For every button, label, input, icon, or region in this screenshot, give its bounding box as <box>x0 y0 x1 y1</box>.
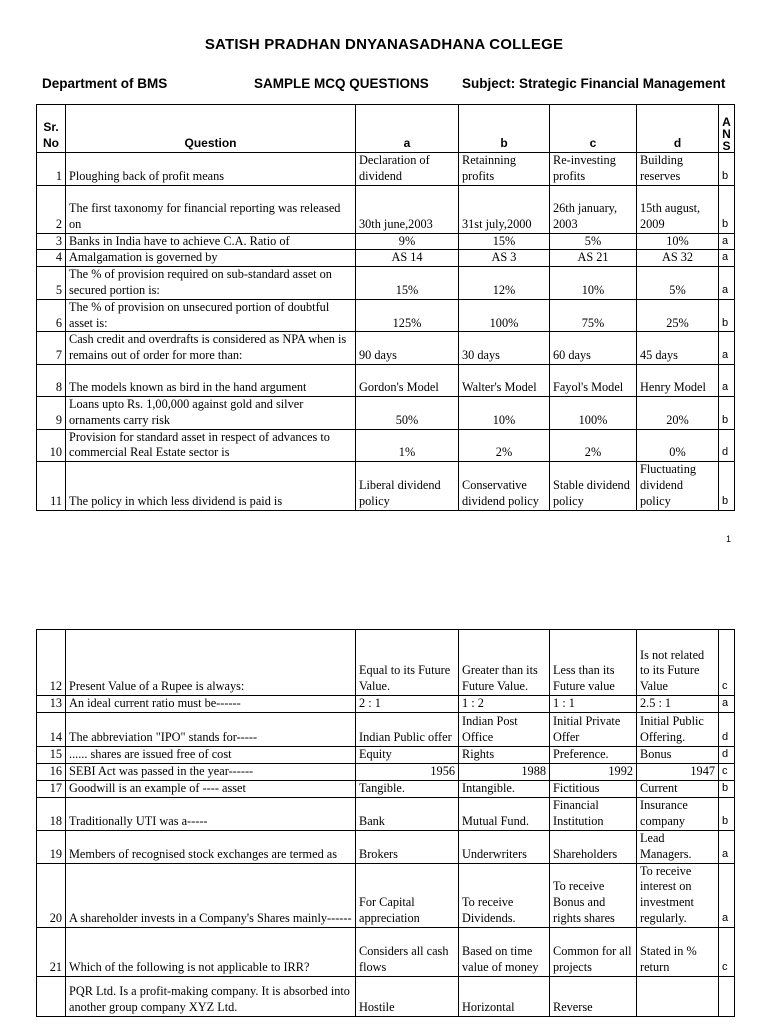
option-c: 2% <box>550 429 637 462</box>
option-b: Based on time value of money <box>459 927 550 976</box>
question-text: Members of recognised stock exchanges are termed as <box>66 830 356 863</box>
option-d: Henry Model <box>637 364 719 396</box>
question-row <box>37 780 735 797</box>
option-b: 2% <box>459 429 550 462</box>
question-row <box>37 763 735 780</box>
question-number: 5 <box>37 267 66 300</box>
question-text: The models known as bird in the hand argument <box>66 364 356 396</box>
option-a: Considers all cash flows <box>356 927 459 976</box>
question-text: The % of provision required on sub-standard asset on secured portion is: <box>66 267 356 300</box>
option-a: 2 : 1 <box>356 696 459 713</box>
answer-key: c <box>719 630 735 696</box>
option-a: Brokers <box>356 830 459 863</box>
option-a: Liberal dividend policy <box>356 462 459 510</box>
option-b: To receive Dividends. <box>459 863 550 927</box>
question-text: Traditionally UTI was a----- <box>66 797 356 830</box>
option-c: Stable dividend policy <box>550 462 637 510</box>
option-a: Declaration of dividend <box>356 153 459 186</box>
option-d: 15th august, 2009 <box>637 185 719 233</box>
option-d: Is not related to its Future Value <box>637 630 719 696</box>
option-b: 30 days <box>459 332 550 365</box>
question-number: 11 <box>37 462 66 510</box>
question-number: 4 <box>37 250 66 267</box>
question-number: 3 <box>37 233 66 250</box>
option-c: 60 days <box>550 332 637 365</box>
option-c: To receive Bonus and rights shares <box>550 863 637 927</box>
option-c: Initial Private Offer <box>550 712 637 746</box>
option-d: Fluctuating dividend policy <box>637 462 719 510</box>
option-b: Mutual Fund. <box>459 797 550 830</box>
header-answer: A N S <box>719 105 735 153</box>
option-d: Insurance company <box>637 797 719 830</box>
option-d: 25% <box>637 299 719 332</box>
option-d: Bonus <box>637 746 719 763</box>
page-number: 1 <box>726 534 732 544</box>
question-row <box>37 332 735 365</box>
option-b: 15% <box>459 233 550 250</box>
answer-key: b <box>719 299 735 332</box>
question-row <box>37 153 735 186</box>
answer-key: c <box>719 927 735 976</box>
question-number: 7 <box>37 332 66 365</box>
option-c: Less than its Future value <box>550 630 637 696</box>
option-a: Equal to its Future Value. <box>356 630 459 696</box>
option-b: 12% <box>459 267 550 300</box>
option-d: 20% <box>637 396 719 429</box>
subject-label: Subject: Strategic Financial Management <box>462 76 726 91</box>
header-question: Question <box>66 105 356 153</box>
option-a: 15% <box>356 267 459 300</box>
option-b: Intangible. <box>459 780 550 797</box>
option-c: 1992 <box>550 763 637 780</box>
option-c: 1 : 1 <box>550 696 637 713</box>
option-d: To receive interest on investment regularly. <box>637 863 719 927</box>
answer-key <box>719 976 735 1016</box>
option-c: Re-investing profits <box>550 153 637 186</box>
option-c: AS 21 <box>550 250 637 267</box>
answer-key: c <box>719 763 735 780</box>
header-option-c: c <box>550 105 637 153</box>
option-b: Walter's Model <box>459 364 550 396</box>
question-row <box>37 429 735 462</box>
question-row <box>37 797 735 830</box>
question-number: 17 <box>37 780 66 797</box>
option-c: 10% <box>550 267 637 300</box>
question-row <box>37 830 735 863</box>
question-number: 9 <box>37 396 66 429</box>
answer-key: a <box>719 233 735 250</box>
option-a: AS 14 <box>356 250 459 267</box>
question-text: Goodwill is an example of ---- asset <box>66 780 356 797</box>
option-a: 125% <box>356 299 459 332</box>
question-text: ...... shares are issued free of cost <box>66 746 356 763</box>
option-d: Lead Managers. <box>637 830 719 863</box>
option-a: For Capital appreciation <box>356 863 459 927</box>
answer-key: a <box>719 696 735 713</box>
question-text: The policy in which less dividend is paid is <box>66 462 356 510</box>
option-c: 5% <box>550 233 637 250</box>
question-row <box>37 696 735 713</box>
question-text: The % of provision on unsecured portion of doubtful asset is: <box>66 299 356 332</box>
answer-key: a <box>719 250 735 267</box>
question-row <box>37 927 735 976</box>
answer-key: b <box>719 797 735 830</box>
question-row <box>37 976 735 1016</box>
question-text: A shareholder invests in a Company's Shares mainly------ <box>66 863 356 927</box>
option-c: Common for all projects <box>550 927 637 976</box>
option-d: 10% <box>637 233 719 250</box>
question-text: An ideal current ratio must be------ <box>66 696 356 713</box>
option-a: 50% <box>356 396 459 429</box>
option-d: Current <box>637 780 719 797</box>
question-number: 20 <box>37 863 66 927</box>
answer-key: d <box>719 746 735 763</box>
option-a: Tangible. <box>356 780 459 797</box>
question-number: 6 <box>37 299 66 332</box>
option-c: Fayol's Model <box>550 364 637 396</box>
question-number: 13 <box>37 696 66 713</box>
question-row <box>37 746 735 763</box>
question-number: 19 <box>37 830 66 863</box>
question-row <box>37 630 735 696</box>
header-option-d: d <box>637 105 719 153</box>
question-row <box>37 185 735 233</box>
question-text: Loans upto Rs. 1,00,000 against gold and silver ornaments carry risk <box>66 396 356 429</box>
question-row <box>37 863 735 927</box>
question-text: Ploughing back of profit means <box>66 153 356 186</box>
answer-key: b <box>719 396 735 429</box>
option-d: 2.5 : 1 <box>637 696 719 713</box>
question-number: 21 <box>37 927 66 976</box>
option-c: Fictitious <box>550 780 637 797</box>
question-text: The abbreviation "IPO" stands for----- <box>66 712 356 746</box>
option-d: Initial Public Offering. <box>637 712 719 746</box>
question-number <box>37 976 66 1016</box>
answer-key: a <box>719 863 735 927</box>
question-text: Which of the following is not applicable to IRR? <box>66 927 356 976</box>
question-number: 15 <box>37 746 66 763</box>
answer-key: d <box>719 429 735 462</box>
option-b: AS 3 <box>459 250 550 267</box>
option-b: 10% <box>459 396 550 429</box>
option-a: 1% <box>356 429 459 462</box>
table-header-row <box>37 105 735 153</box>
question-number: 14 <box>37 712 66 746</box>
question-number: 12 <box>37 630 66 696</box>
option-c: Shareholders <box>550 830 637 863</box>
question-row <box>37 233 735 250</box>
option-a: Gordon's Model <box>356 364 459 396</box>
question-text: Amalgamation is governed by <box>66 250 356 267</box>
option-b: Greater than its Future Value. <box>459 630 550 696</box>
question-row <box>37 396 735 429</box>
option-d: Building reserves <box>637 153 719 186</box>
answer-key: a <box>719 267 735 300</box>
option-a: Indian Public offer <box>356 712 459 746</box>
question-text: Cash credit and overdrafts is considered as NPA when is remains out of order for more than: <box>66 332 356 365</box>
question-number: 18 <box>37 797 66 830</box>
question-row <box>37 299 735 332</box>
answer-key: b <box>719 462 735 510</box>
option-b: 100% <box>459 299 550 332</box>
question-number: 8 <box>37 364 66 396</box>
option-c: 26th january, 2003 <box>550 185 637 233</box>
department-label: Department of BMS <box>42 76 168 91</box>
question-row <box>37 267 735 300</box>
option-b: Conservative dividend policy <box>459 462 550 510</box>
sample-mcq-label: SAMPLE MCQ QUESTIONS <box>254 76 429 91</box>
option-a: 9% <box>356 233 459 250</box>
answer-key: a <box>719 830 735 863</box>
option-a: 1956 <box>356 763 459 780</box>
college-title: SATISH PRADHAN DNYANASADHANA COLLEGE <box>204 36 564 53</box>
option-c: 75% <box>550 299 637 332</box>
question-number: 1 <box>37 153 66 186</box>
option-b: Retainning profits <box>459 153 550 186</box>
option-b: 1 : 2 <box>459 696 550 713</box>
option-a: Bank <box>356 797 459 830</box>
question-row <box>37 712 735 746</box>
question-text: The first taxonomy for financial reporting was released on <box>66 185 356 233</box>
option-b: Horizontal <box>459 976 550 1016</box>
option-d: 5% <box>637 267 719 300</box>
header-option-a: a <box>356 105 459 153</box>
option-d: 1947 <box>637 763 719 780</box>
option-d: 45 days <box>637 332 719 365</box>
question-number: 16 <box>37 763 66 780</box>
answer-key: b <box>719 153 735 186</box>
question-row <box>37 250 735 267</box>
option-d: AS 32 <box>637 250 719 267</box>
question-row <box>37 364 735 396</box>
answer-key: a <box>719 364 735 396</box>
header-sr-no: Sr. No <box>37 105 66 153</box>
option-a: 90 days <box>356 332 459 365</box>
answer-key: b <box>719 780 735 797</box>
option-b: 31st july,2000 <box>459 185 550 233</box>
option-d <box>637 976 719 1016</box>
option-d: Stated in % return <box>637 927 719 976</box>
option-b: Indian Post Office <box>459 712 550 746</box>
question-number: 10 <box>37 429 66 462</box>
question-text: SEBI Act was passed in the year------ <box>66 763 356 780</box>
mcq-table-page-2 <box>36 629 735 1017</box>
option-d: 0% <box>637 429 719 462</box>
option-b: 1988 <box>459 763 550 780</box>
option-c: Preference. <box>550 746 637 763</box>
question-text: Present Value of a Rupee is always: <box>66 630 356 696</box>
mcq-table-page-1 <box>36 104 735 511</box>
question-text: PQR Ltd. Is a profit-making company. It is absorbed into another group company XYZ Ltd. <box>66 976 356 1016</box>
option-a: 30th june,2003 <box>356 185 459 233</box>
option-c: Financial Institution <box>550 797 637 830</box>
option-c: 100% <box>550 396 637 429</box>
question-row <box>37 462 735 510</box>
option-b: Underwriters <box>459 830 550 863</box>
question-number: 2 <box>37 185 66 233</box>
option-a: Equity <box>356 746 459 763</box>
answer-key: d <box>719 712 735 746</box>
option-b: Rights <box>459 746 550 763</box>
question-text: Banks in India have to achieve C.A. Ratio of <box>66 233 356 250</box>
option-c: Reverse <box>550 976 637 1016</box>
option-a: Hostile <box>356 976 459 1016</box>
answer-key: a <box>719 332 735 365</box>
answer-key: b <box>719 185 735 233</box>
header-option-b: b <box>459 105 550 153</box>
subheading-row <box>42 76 732 94</box>
question-text: Provision for standard asset in respect of advances to commercial Real Estate sector is <box>66 429 356 462</box>
